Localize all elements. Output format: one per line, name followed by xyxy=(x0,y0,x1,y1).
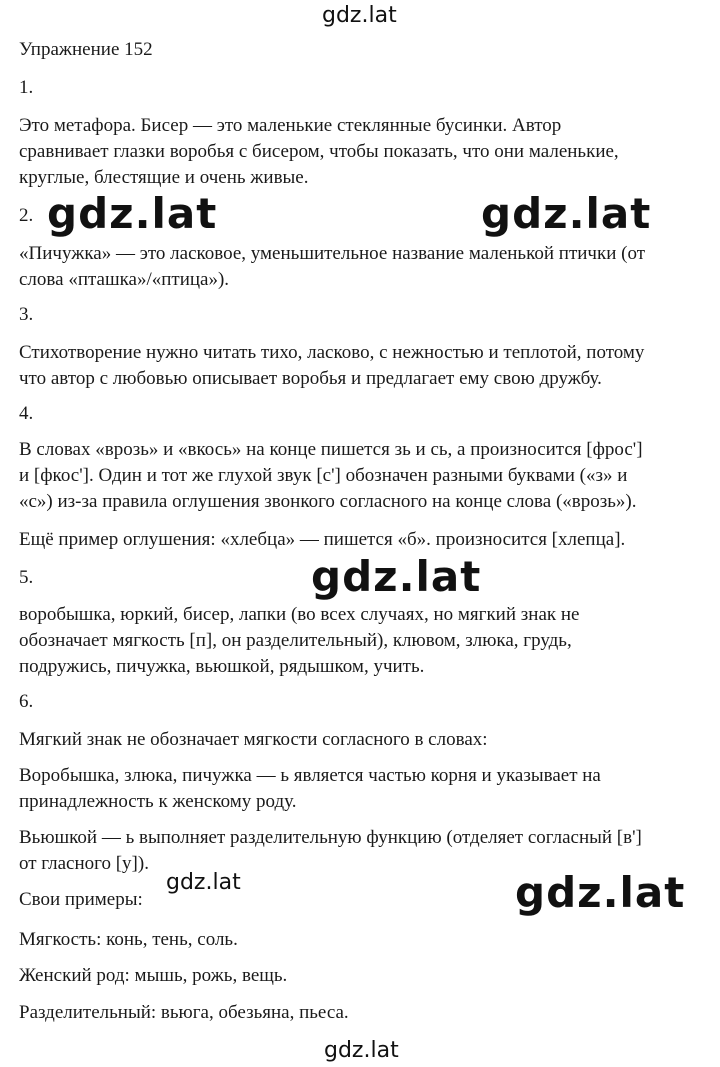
answer-2-line-1: «Пичужка» — это ласковое, уменьшительное название маленькой птички (от xyxy=(19,243,646,264)
watermark-top: gdz.lat xyxy=(322,3,397,28)
item-number-3: 3. xyxy=(19,304,34,325)
answer-3-line-2: что автор с любовью описывает воробья и предлагает ему свою дружбу. xyxy=(19,368,602,389)
watermark-right-big: gdz.lat xyxy=(481,189,652,238)
answer-4-extra: Ещё пример оглушения: «хлебца» — пишется «б». произносится [хлепца]. xyxy=(19,529,626,550)
watermark-lower-small: gdz.lat xyxy=(166,870,241,895)
answer-5-line-2: обозначает мягкость [п], он разделительный), клювом, злюка, грудь, xyxy=(19,630,572,651)
example-feminine: Женский род: мышь, рожь, вещь. xyxy=(19,965,288,986)
watermark-middle-big: gdz.lat xyxy=(311,552,482,601)
answer-6-separator-line-1: Вьюшкой — ь выполняет разделительную функцию (отделяет согласный [в'] xyxy=(19,827,642,848)
item-number-2: 2. xyxy=(19,205,34,226)
example-separator: Разделительный: вьюга, обезьяна, пьеса. xyxy=(19,1002,349,1023)
answer-6-separator-line-2: от гласного [у]). xyxy=(19,853,149,874)
answer-1-line-3: круглые, блестящие и очень живые. xyxy=(19,167,309,188)
answer-1-line-2: сравнивает глазки воробья с бисером, чтобы показать, что они маленькие, xyxy=(19,141,619,162)
own-examples-label: Свои примеры: xyxy=(19,889,143,910)
example-softness: Мягкость: конь, тень, соль. xyxy=(19,929,238,950)
answer-3-line-1: Стихотворение нужно читать тихо, ласково, с нежностью и теплотой, потому xyxy=(19,342,645,363)
item-number-6: 6. xyxy=(19,691,34,712)
answer-5-line-3: подружись, пичужка, вьюшкой, рядышком, учить. xyxy=(19,656,425,677)
watermark-lower-big: gdz.lat xyxy=(515,868,686,917)
answer-4-line-3: «с») из-за правила оглушения звонкого согласного на конце слова («врозь»). xyxy=(19,491,637,512)
answer-5-line-1: воробышка, юркий, бисер, лапки (во всех случаях, но мягкий знак не xyxy=(19,604,580,625)
answer-6-intro: Мягкий знак не обозначает мягкости согласного в словах: xyxy=(19,729,488,750)
item-number-5: 5. xyxy=(19,567,34,588)
answer-4-line-1: В словах «врозь» и «вкось» на конце пишется зь и сь, а произносится [фрос'] xyxy=(19,439,643,460)
answer-6-root-line-1: Воробышка, злюка, пичужка — ь является частью корня и указывает на xyxy=(19,765,601,786)
watermark-bottom: gdz.lat xyxy=(324,1038,399,1063)
item-number-4: 4. xyxy=(19,403,34,424)
answer-1-line-1: Это метафора. Бисер — это маленькие стеклянные бусинки. Автор xyxy=(19,115,562,136)
exercise-title: Упражнение 152 xyxy=(19,39,153,60)
answer-2-line-2: слова «пташка»/«птица»). xyxy=(19,269,230,290)
answer-6-root-line-2: принадлежность к женскому роду. xyxy=(19,791,297,812)
item-number-1: 1. xyxy=(19,77,34,98)
watermark-left-big: gdz.lat xyxy=(47,189,218,238)
answer-4-line-2: и [фкос']. Один и тот же глухой звук [с'] обозначен разными буквами («з» и xyxy=(19,465,628,486)
